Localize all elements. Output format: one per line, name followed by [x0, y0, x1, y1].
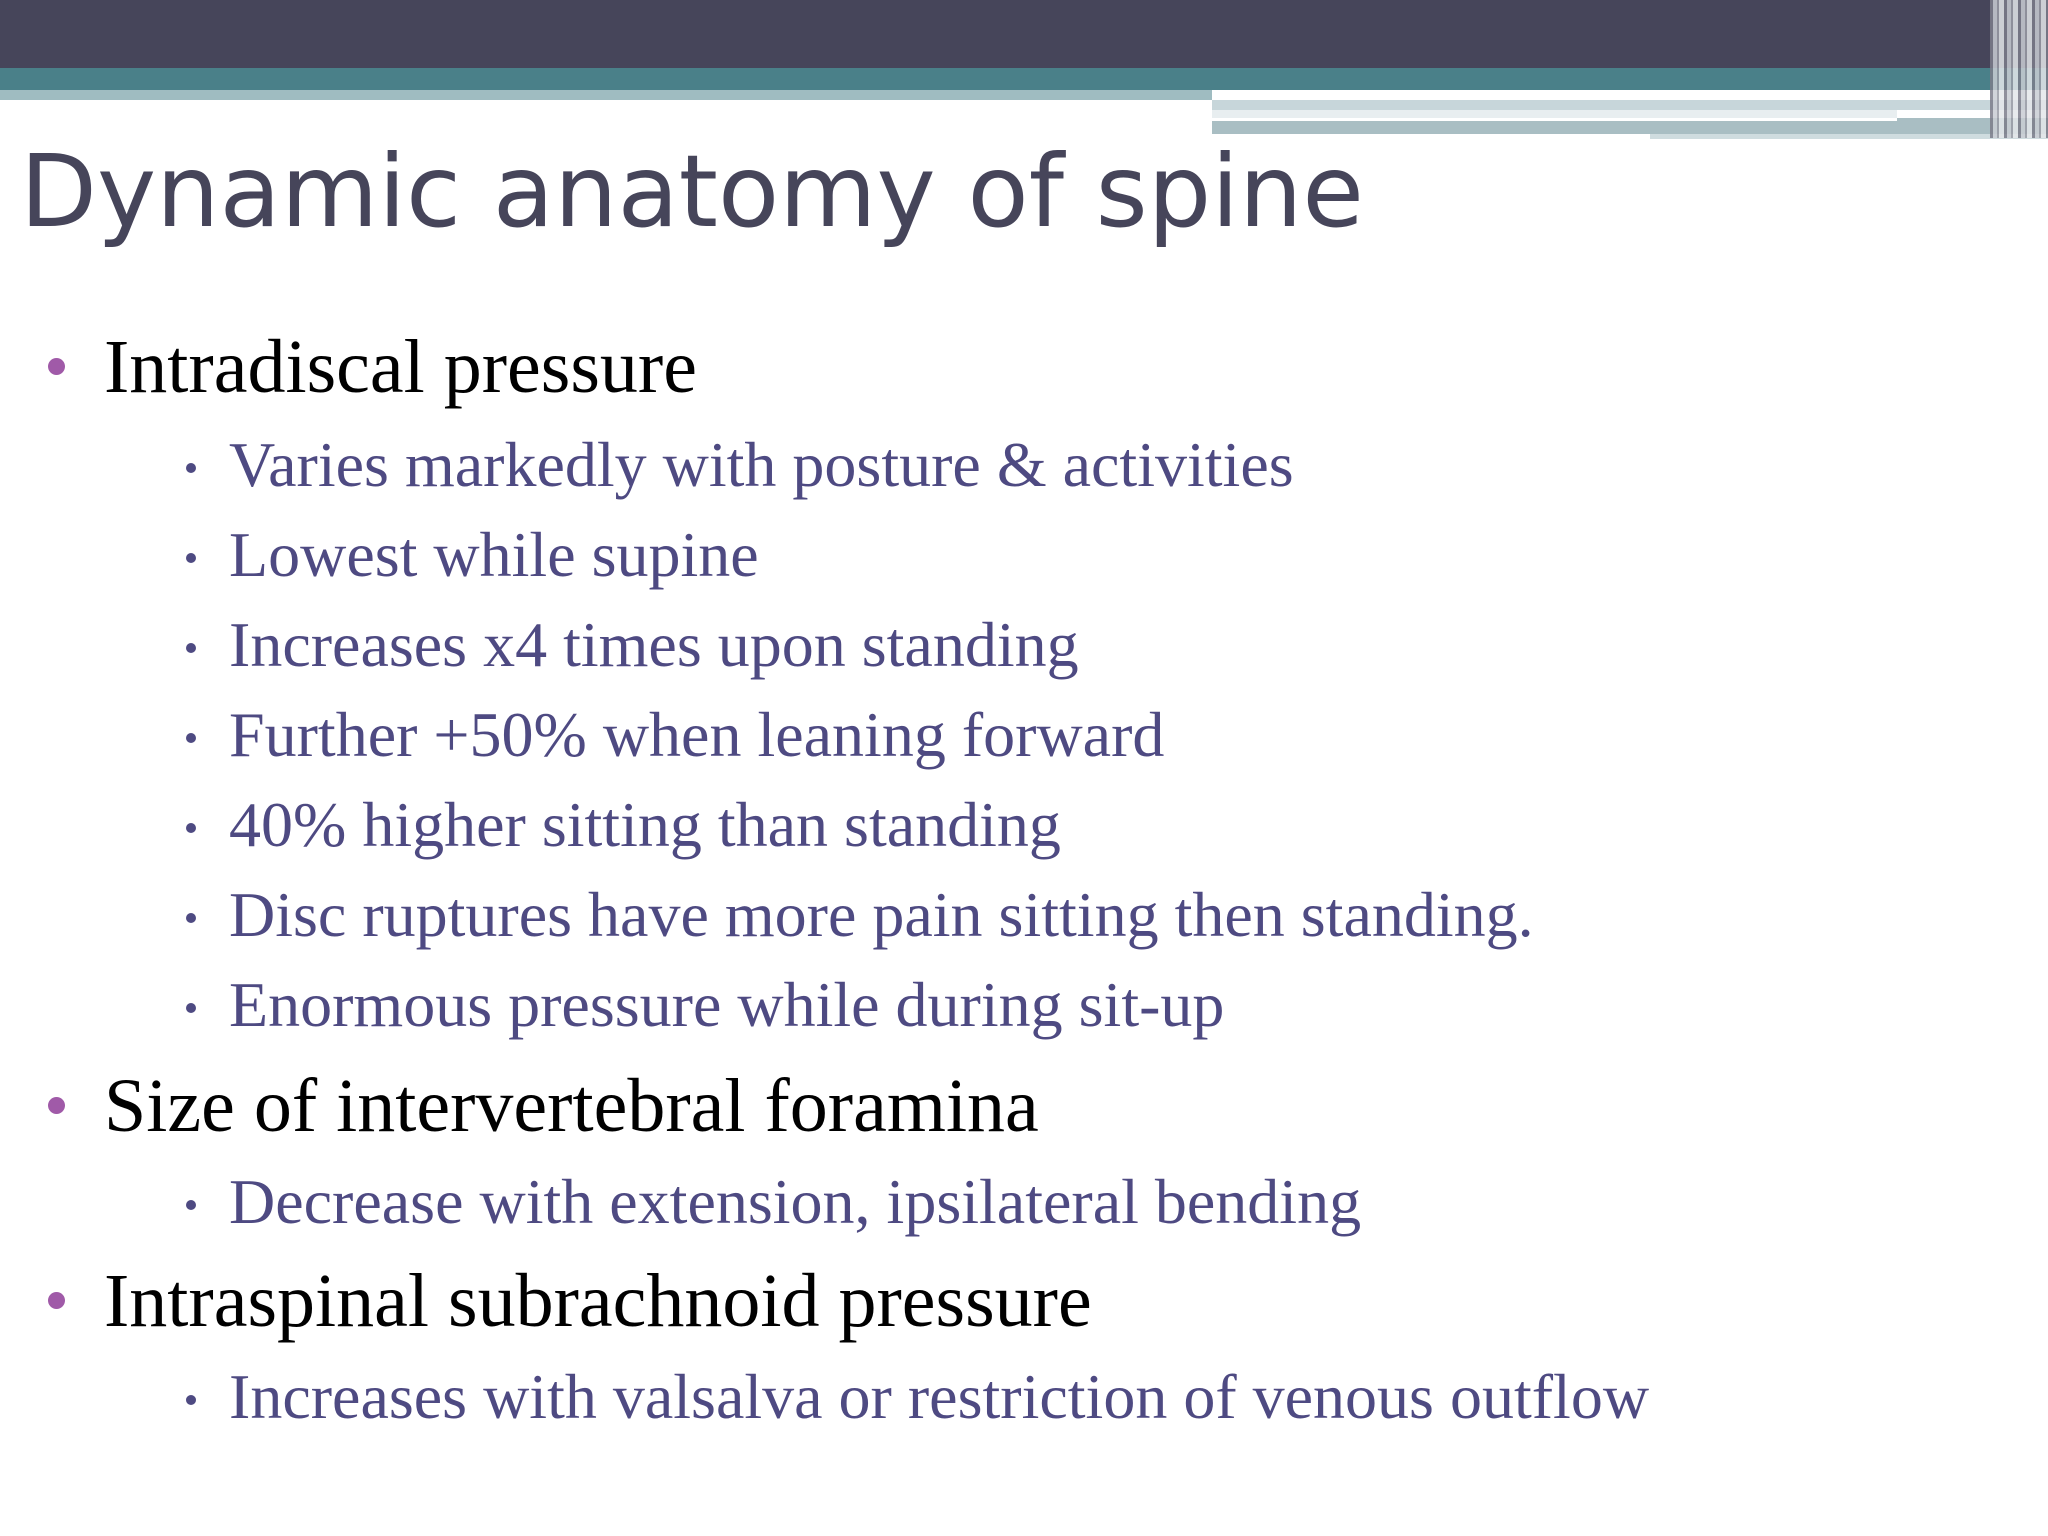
sub-bullet-dot — [186, 643, 196, 653]
sub-bullet-text: Increases x4 times upon standing — [229, 609, 1079, 680]
sub-bullet-text: Further +50% when leaning forward — [229, 699, 1165, 770]
bullet-text: Intraspinal subrachnoid pressure — [104, 1259, 1092, 1343]
sub-bullet-dot — [186, 463, 196, 473]
bullet-text: Intradiscal pressure — [104, 325, 697, 409]
bullet-level2 — [229, 1357, 1649, 1437]
bullet-level2 — [229, 1162, 1361, 1242]
sub-bullet-text: Lowest while supine — [229, 519, 759, 590]
bullet-level1 — [104, 322, 697, 412]
bullet-level2 — [229, 875, 1534, 955]
bullet-level2 — [229, 785, 1061, 865]
sub-bullet-text: Increases with valsalva or restriction of venous outflow — [229, 1361, 1650, 1432]
bullet-dot — [48, 358, 65, 375]
sub-bullet-dot — [186, 913, 196, 923]
sub-bullet-dot — [186, 823, 196, 833]
bullet-text: Size of intervertebral foramina — [104, 1064, 1039, 1148]
bullet-dot — [48, 1097, 65, 1114]
bullet-level2 — [229, 605, 1079, 685]
sub-bullet-text: Varies markedly with posture & activities — [229, 429, 1294, 500]
sub-bullet-dot — [186, 733, 196, 743]
bullet-level2 — [229, 515, 759, 595]
slide-title: Dynamic anatomy of spine — [20, 133, 1364, 250]
sub-bullet-text: Decrease with extension, ipsilateral bending — [229, 1166, 1362, 1237]
sub-bullet-dot — [186, 1003, 196, 1013]
bullet-dot — [48, 1292, 65, 1309]
sub-bullet-text: Disc ruptures have more pain sitting then standing. — [229, 879, 1534, 950]
bullet-level1 — [104, 1256, 1092, 1346]
sub-bullet-dot — [186, 1395, 196, 1405]
bullet-level2 — [229, 965, 1224, 1045]
sub-bullet-dot — [186, 553, 196, 563]
sub-bullet-text: 40% higher sitting than standing — [229, 789, 1061, 860]
bullet-level1 — [104, 1061, 1039, 1151]
sub-bullet-dot — [186, 1200, 196, 1210]
bullet-level2 — [229, 695, 1164, 775]
sub-bullet-text: Enormous pressure while during sit-up — [229, 969, 1225, 1040]
bullet-level2 — [229, 425, 1294, 505]
